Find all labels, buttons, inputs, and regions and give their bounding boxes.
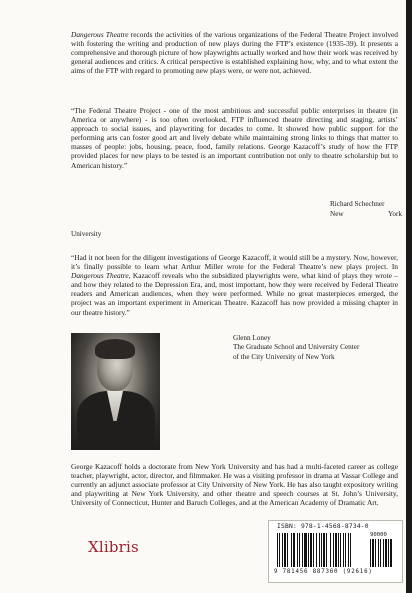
cover-edge [406, 0, 412, 593]
author-bio: George Kazacoff holds a doctorate from New York University and has had a multi-faceted career as college teacher, playwright, actor, director, and filmmaker. He was a visiting professor in drama at Vassar College and currently an adjunct associate professor at City University of New York. He has also taught expository writing and playwriting at New York University, and other theatre and speech courses at St. John’s University, University of Connecticut, Hunter and Baruch Colleges, and at the American Academy of Dramatic Art. [71, 462, 398, 508]
quote-schechner: “The Federal Theatre Project - one of the most ambitious and successful public enterprises in theatre (in America or anywhere) - is too often overlooked. FTP influenced theatre directing and staging, artists’ approach to social issues, and playwriting for decades to come. It showed how public support for the performing arts can foster good art and lively debate while maintaining strong links to things that matter to masses of people: jobs, housing, peace, food, family relations. George Kazacoff’s study of how the FTP provided places for new plays to be tested is an important contribution not only to theatre scholarship but to American history.” [71, 106, 398, 170]
attribution-name: Richard Schechner [330, 200, 385, 208]
book-title-italic-2: Dangerous Theatre [71, 271, 129, 281]
quote-loney-part-b: , Kazacoff reveals who the subsidized playwrights were, what kind of plays they wrote – and how they related to the Depression Era, and, most important, how they were received by Federal Theatre readers and American audiences, when they were performed. While no great masterpieces emerged, the project was an important experiment in American Theatre. Kazacoff has now provided a missing chapter in our theatre history.” [71, 271, 399, 317]
intro-paragraph [71, 30, 398, 75]
isbn-barcode [268, 520, 403, 583]
attribution-loney-line: Glenn Loney [233, 334, 271, 342]
attribution-loney [233, 334, 359, 362]
attribution-schechner [330, 199, 402, 219]
intro-text: records the activities of the various organizations of the Federal Theatre Project involved with fostering the writing and production of new plays during the FTP’s existence (1935-39). It presents a comprehensive and thorough picture of how playwrights actually worked and how their work was received by general audiences and critics. A critical perspective is established explaining how, why, and to what extent the aims of the FTP with regard to promoting new plays were, or were not, achieved. [71, 30, 398, 76]
price-code: 90000 [370, 532, 387, 538]
quote-loney-part-a: “Had it not been for the diligent investigations of George Kazacoff, it would still be a mystery. Now, however, it’s finally possible to learn what Arthur Miller wrote for the Federal Theatre’s new plays project. In [71, 253, 398, 272]
book-title-italic: Dangerous Theatre [71, 30, 129, 39]
barcode-digits: 9 781456 887360 (92616) [274, 569, 373, 575]
barcode-addon-bars [370, 539, 396, 567]
attribution-loney-line: The Graduate School and University Center [233, 343, 360, 352]
isbn-label: ISBN: 978-1-4568-8734-0 [277, 523, 369, 530]
quote-loney [71, 253, 398, 317]
author-photo [71, 333, 160, 450]
attribution-word-new: New [330, 210, 344, 218]
attribution-loney-line: of the City University of New York [233, 352, 335, 361]
attribution-university: University [71, 230, 102, 238]
attribution-word-york: York [387, 210, 402, 218]
attribution-affiliation-line [330, 209, 402, 219]
barcode-bars [277, 533, 367, 567]
publisher-logo: Xlibris [88, 538, 139, 556]
